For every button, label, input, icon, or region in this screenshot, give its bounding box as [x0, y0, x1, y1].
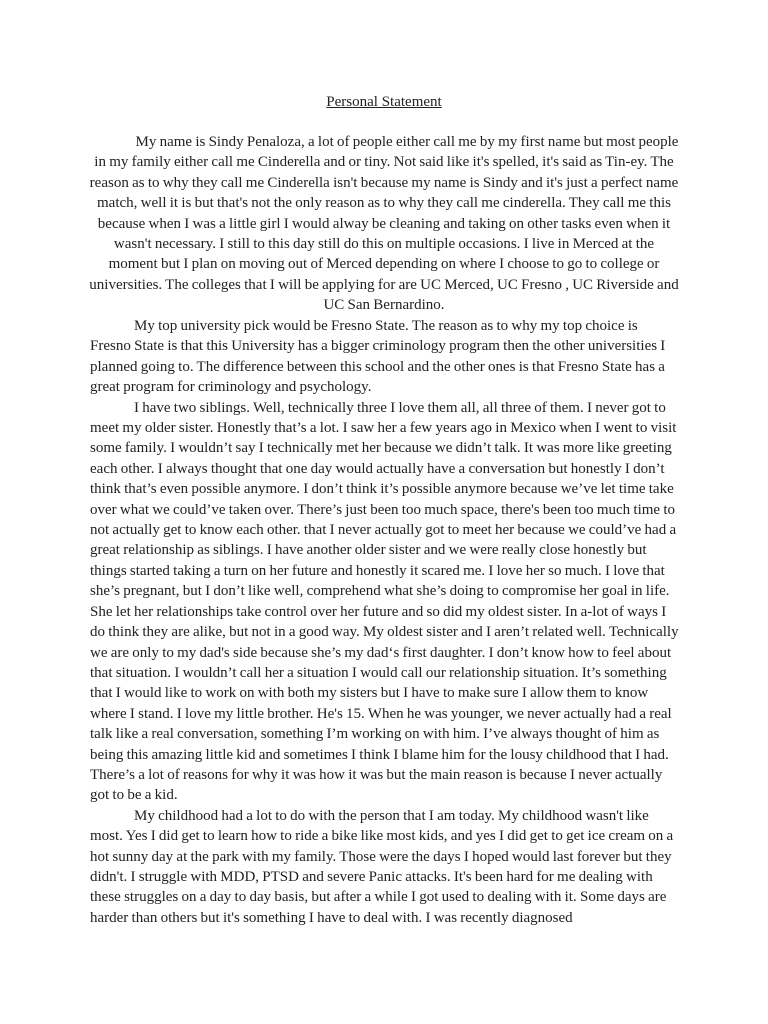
intro-paragraph	[88, 132, 680, 316]
document-body	[90, 316, 680, 928]
paragraph-childhood: My childhood had a lot to do with the person that I am today. My childhood wasn't like most. Yes I did get to learn how to ride a bike like most kids, and yes I did get to get ice cream on a hot sunny day at the park with my family. Those were the days I hoped would last forever but they didn't. I struggle with MDD, PTSD and severe Panic attacks. It's been hard for me dealing with these struggles on a day to day basis, but after a while I got used to dealing with it. Some days are harder than others but it's something I have to deal with. I was recently diagnosed	[90, 807, 674, 926]
paragraph-siblings: I have two siblings. Well, technically three I love them all, all three of them. I never got to meet my older sister. Honestly that’s a lot. I saw her a few years ago in Mexico when I went to visit some family. I wouldn’t say I technically met her because we didn’t talk. It was more like greeting each other. I always thought that one day would actually have a conversation but honestly I don’t think that’s even possible anymore. I don’t think it’s possible anymore because we’ve let time take over what we could’ve taken over. There’s just been too much space, there's been too much time to not actually get to know each other. that I never actually got to meet her because we could’ve had a great relationship as siblings. I have another older sister and we were really close honestly but things started taking a turn on her future and honestly it scared me. I love her so much. I love that she’s pregnant, but I don’t like well, comprehend what she’s doing to compromise her goal in life. She let her relationships take control over her future and so did my oldest sister. In a-lot of ways I do think they are alike, but not in a good way. My oldest sister and I aren’t related well. Technically we are only to my dad's side because she’s my dad‘s first daughter. I don’t know how to feel about that situation. I wouldn’t call her a situation I would call our relationship situation. It’s something that I would like to work on with both my sisters but I have to make sure I allow them to know where I stand. I love my little brother. He's 15. When he was younger, we never actually had a real talk like a real conversation, something I’m working on with him. I’ve always thought of him as being this amazing little kid and sometimes I think I blame him for the lousy childhood that I had. There’s a lot of reasons for why it was how it was but the main reason is because I never actually got to be a kid.	[90, 399, 679, 804]
paragraph-university: My top university pick would be Fresno State. The reason as to why my top choice is Fresno State is that this University has a bigger criminology program then the other universities I planned going to. The difference between this school and the other ones is that Fresno State has a great program for criminology and psychology.	[90, 318, 666, 396]
intro-text: My name is Sindy Penaloza, a lot of people either call me by my first name but most people in my family either call me Cinderella and or tiny. Not said like it's spelled, it's said as Tin-ey. The reason as to why they call me Cinderella isn't because my name is Sindy and it's just a perfect name match, well it is but that's not the only reason as to why they call me cinderella. They call me this because when I was a little girl I would alway be cleaning and taking on other tasks even when it wasn't necessary. I still to this day still do this on multiple occasions. I live in Merced at the moment but I plan on moving out of Merced depending on where I choose to go to college or universities. The colleges that I will be applying for are UC Merced, UC Fresno , UC Riverside and UC San Bernardino.	[89, 134, 679, 314]
document-title: Personal Statement	[326, 94, 442, 110]
